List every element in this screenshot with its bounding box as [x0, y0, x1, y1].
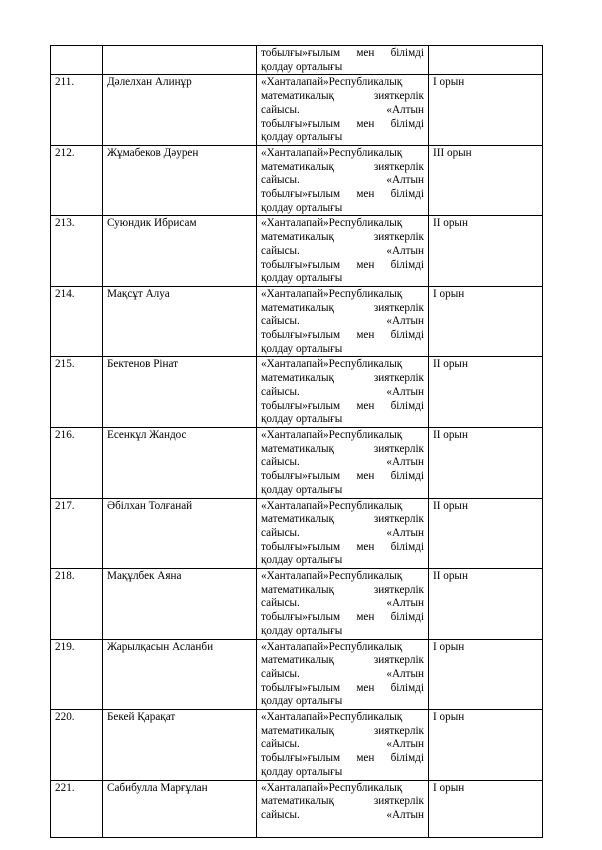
table-row [51, 780, 543, 837]
org-line: қолдау орталығы [261, 624, 343, 637]
org-word: «Алтын [386, 597, 424, 610]
org-line [261, 738, 424, 752]
org-word: сайысы. [261, 597, 300, 610]
org-line: «Ханталапай»Республикалық [261, 76, 403, 89]
org-cell [257, 216, 429, 287]
org-word: математикалық [261, 442, 334, 455]
org-line: қолдау орталығы [261, 554, 343, 567]
org-word: мен [356, 188, 375, 201]
org-word: тобылғы»ғылым [261, 540, 341, 553]
participant-name: Бекей Қарақат [103, 710, 257, 781]
place-result: I орын [429, 286, 543, 357]
org-word: тобылғы»ғылым [261, 329, 341, 342]
table-row-continuation [51, 46, 543, 75]
org-word: сайысы. [261, 667, 300, 680]
org-word: тобылғы»ғылым [261, 470, 341, 483]
org-line [261, 315, 424, 329]
org-word: зияткерлік [373, 654, 424, 667]
org-cell [257, 498, 429, 569]
org-word: білімді [390, 611, 424, 624]
place-result: III орын [429, 145, 543, 216]
org-word: зияткерлік [373, 795, 424, 808]
org-line [261, 47, 424, 61]
org-word: «Алтын [386, 526, 424, 539]
org-word: «Алтын [386, 315, 424, 328]
org-word: зияткерлік [373, 372, 424, 385]
org-word: сайысы. [261, 808, 300, 821]
org-word: «Алтын [386, 385, 424, 398]
org-word: математикалық [261, 583, 334, 596]
name-cell [103, 46, 257, 75]
participant-name: Әбілхан Толғанай [103, 498, 257, 569]
participant-name: Бектенов Рінат [103, 357, 257, 428]
table-row [51, 569, 543, 640]
row-number: 213. [51, 216, 103, 287]
place-result: I орын [429, 75, 543, 146]
table-row [51, 639, 543, 710]
org-word: «Алтын [386, 667, 424, 680]
participant-name: Сабибулла Марғұлан [103, 780, 257, 837]
org-word: тобылғы»ғылым [261, 681, 341, 694]
org-line [261, 809, 424, 823]
place-result: II орын [429, 216, 543, 287]
org-line [261, 752, 424, 766]
org-line: «Ханталапай»Республикалық [261, 358, 403, 371]
org-word: математикалық [261, 372, 334, 385]
org-word: «Алтын [386, 103, 424, 116]
org-cell [257, 569, 429, 640]
participant-name: Жарылқасын Асланби [103, 639, 257, 710]
org-word: тобылғы»ғылым [261, 611, 341, 624]
org-word: сайысы. [261, 385, 300, 398]
org-word: мен [356, 258, 375, 271]
org-line [261, 400, 424, 414]
place-result: I орын [429, 780, 543, 837]
row-number: 212. [51, 145, 103, 216]
org-word: білімді [390, 258, 424, 271]
place-cell [429, 46, 543, 75]
org-line [261, 231, 424, 245]
org-word: зияткерлік [373, 724, 424, 737]
org-line [261, 527, 424, 541]
participant-name: Дәлелхан Алинұр [103, 75, 257, 146]
participant-name: Жұмабеков Дәурен [103, 145, 257, 216]
org-word: зияткерлік [373, 583, 424, 596]
org-line: қолдау орталығы [261, 765, 343, 778]
org-cell [257, 780, 429, 837]
table-row [51, 498, 543, 569]
org-line [261, 456, 424, 470]
org-line [261, 118, 424, 132]
org-line [261, 372, 424, 386]
org-cell [257, 46, 429, 75]
org-word: математикалық [261, 724, 334, 737]
org-line [261, 245, 424, 259]
org-line [261, 795, 424, 809]
table-row [51, 357, 543, 428]
row-number: 211. [51, 75, 103, 146]
org-line [261, 682, 424, 696]
org-word: зияткерлік [373, 513, 424, 526]
table-row [51, 427, 543, 498]
table-row [51, 710, 543, 781]
org-word: сайысы. [261, 103, 300, 116]
org-cell [257, 710, 429, 781]
row-number: 219. [51, 639, 103, 710]
row-number: 218. [51, 569, 103, 640]
results-table [50, 45, 543, 838]
place-result: II орын [429, 569, 543, 640]
org-word: зияткерлік [373, 160, 424, 173]
org-word: «Алтын [386, 808, 424, 821]
org-cell [257, 427, 429, 498]
org-line: «Ханталапай»Республикалық [261, 781, 403, 794]
org-word: математикалық [261, 513, 334, 526]
org-word: білімді [390, 470, 424, 483]
org-line [261, 174, 424, 188]
org-line: «Ханталапай»Республикалық [261, 428, 403, 441]
org-line: «Ханталапай»Республикалық [261, 640, 403, 653]
org-word: мен [356, 470, 375, 483]
org-word: білімді [390, 47, 424, 59]
org-word: «Алтын [386, 174, 424, 187]
org-word: мен [356, 329, 375, 342]
org-line [261, 104, 424, 118]
org-cell [257, 357, 429, 428]
participant-name: Суюндик Ибрисам [103, 216, 257, 287]
org-word: «Алтын [386, 738, 424, 751]
org-word: тобылғы»ғылым [261, 258, 341, 271]
org-word: зияткерлік [373, 301, 424, 314]
org-word: мен [356, 611, 375, 624]
org-line [261, 654, 424, 668]
org-word: математикалық [261, 795, 334, 808]
participant-name: Мақсұт Алуа [103, 286, 257, 357]
org-word: білімді [390, 540, 424, 553]
row-number: 220. [51, 710, 103, 781]
place-result: II орын [429, 498, 543, 569]
org-line [261, 259, 424, 273]
org-line: қолдау орталығы [261, 342, 343, 355]
org-word: математикалық [261, 90, 334, 103]
participant-name: Есенкұл Жандос [103, 427, 257, 498]
place-result: I орын [429, 710, 543, 781]
org-word: «Алтын [386, 244, 424, 257]
org-word: зияткерлік [373, 231, 424, 244]
org-cell [257, 639, 429, 710]
org-word: мен [356, 540, 375, 553]
org-line: «Ханталапай»Республикалық [261, 499, 403, 512]
org-line [261, 386, 424, 400]
org-line: «Ханталапай»Республикалық [261, 570, 403, 583]
org-line: қолдау орталығы [261, 272, 343, 285]
org-line [261, 90, 424, 104]
org-word: тобылғы»ғылым [261, 47, 341, 59]
org-word: «Алтын [386, 456, 424, 469]
org-line: қолдау орталығы [261, 131, 343, 144]
table-row [51, 145, 543, 216]
org-word: тобылғы»ғылым [261, 752, 341, 765]
org-line [261, 513, 424, 527]
org-word: білімді [390, 329, 424, 342]
org-word: сайысы. [261, 738, 300, 751]
participant-name: Мақұлбек Аяна [103, 569, 257, 640]
org-word: білімді [390, 188, 424, 201]
org-line: «Ханталапай»Республикалық [261, 711, 403, 724]
org-word: сайысы. [261, 526, 300, 539]
org-word: сайысы. [261, 456, 300, 469]
num-cell [51, 46, 103, 75]
org-word: зияткерлік [373, 90, 424, 103]
org-line: қолдау орталығы [261, 60, 343, 73]
org-word: сайысы. [261, 315, 300, 328]
org-word: білімді [390, 752, 424, 765]
org-line: қолдау орталығы [261, 413, 343, 426]
org-cell [257, 75, 429, 146]
org-line [261, 470, 424, 484]
org-line [261, 443, 424, 457]
org-line: «Ханталапай»Республикалық [261, 287, 403, 300]
org-line [261, 188, 424, 202]
org-word: мен [356, 752, 375, 765]
org-word: тобылғы»ғылым [261, 188, 341, 201]
org-word: математикалық [261, 654, 334, 667]
org-word: зияткерлік [373, 442, 424, 455]
org-word: білімді [390, 117, 424, 130]
org-line [261, 541, 424, 555]
org-cell [257, 145, 429, 216]
org-line: қолдау орталығы [261, 483, 343, 496]
org-line: қолдау орталығы [261, 695, 343, 708]
org-word: мен [356, 399, 375, 412]
table-row [51, 216, 543, 287]
org-line: қолдау орталығы [261, 201, 343, 214]
org-line [261, 668, 424, 682]
row-number: 217. [51, 498, 103, 569]
org-line [261, 161, 424, 175]
org-line [261, 597, 424, 611]
org-word: білімді [390, 399, 424, 412]
org-line: «Ханталапай»Республикалық [261, 217, 403, 230]
org-word: сайысы. [261, 244, 300, 257]
org-word: тобылғы»ғылым [261, 399, 341, 412]
org-word: математикалық [261, 231, 334, 244]
org-word: математикалық [261, 301, 334, 314]
row-number: 216. [51, 427, 103, 498]
org-line [261, 584, 424, 598]
row-number: 221. [51, 780, 103, 837]
org-line [261, 329, 424, 343]
place-result: I орын [429, 639, 543, 710]
row-number: 215. [51, 357, 103, 428]
org-cell [257, 286, 429, 357]
table-row [51, 286, 543, 357]
org-line [261, 725, 424, 739]
org-word: білімді [390, 681, 424, 694]
org-word: тобылғы»ғылым [261, 117, 341, 130]
org-word: мен [356, 47, 375, 59]
row-number: 214. [51, 286, 103, 357]
org-word: мен [356, 117, 375, 130]
org-line [261, 302, 424, 316]
org-word: сайысы. [261, 174, 300, 187]
place-result: II орын [429, 427, 543, 498]
org-line [261, 611, 424, 625]
place-result: II орын [429, 357, 543, 428]
org-word: математикалық [261, 160, 334, 173]
org-line: «Ханталапай»Республикалық [261, 146, 403, 159]
org-word: мен [356, 681, 375, 694]
table-row [51, 75, 543, 146]
